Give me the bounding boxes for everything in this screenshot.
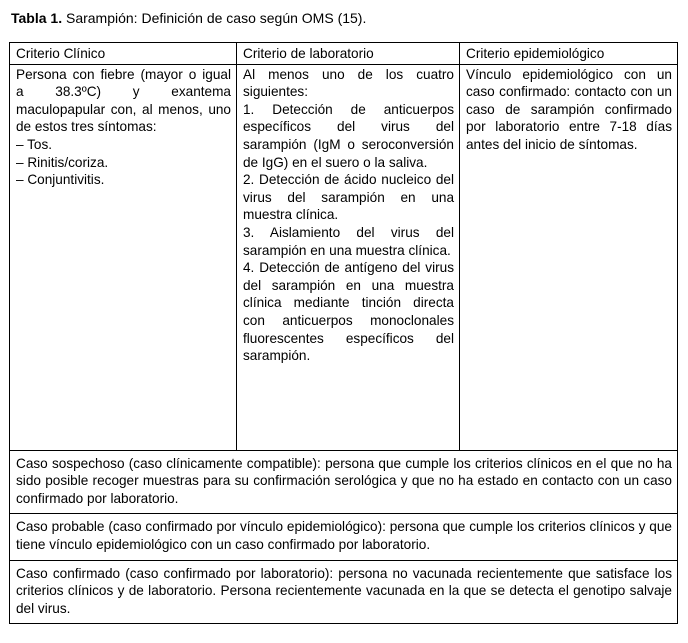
- epidemiological-text: Vínculo epidemiológico con un caso confirmado: contacto con un caso de sarampión confirmado por laboratorio entre 7-18 días antes del inicio de síntomas.: [466, 66, 672, 152]
- clinical-criteria-cell: [10, 64, 237, 450]
- probable-case-definition: Caso probable (caso confirmado por vínculo epidemiológico): persona que cumple los criterios clínicos y que tiene vínculo epidemiológico con un caso confirmado por laboratorio.: [10, 514, 678, 560]
- case-definition-table: [9, 42, 678, 624]
- table-caption: [11, 9, 366, 27]
- confirmed-case-definition: Caso confirmado (caso confirmado por laboratorio): persona no vacunada recientemente que satisface los criterios clínicos y de laboratorio. Persona recientemente vacunada en la que se detecta el genotipo salvaje del virus.: [10, 560, 678, 624]
- clinical-intro: Persona con fiebre (mayor o igual a 38.3ºC) y exantema maculopapular con, al menos, uno de estos tres síntomas:: [16, 66, 231, 135]
- laboratory-item-2: 2. Detección de ácido nucleico del virus del sarampión en una muestra clínica.: [243, 172, 454, 223]
- header-epidemiological: Criterio epidemiológico: [460, 43, 678, 65]
- suspected-case-definition: Caso sospechoso (caso clínicamente compatible): persona que cumple los criterios clínicos en el que no ha sido posible recoger muestras para su confirmación serológica y que no ha estado en contacto con un caso confirmado por laboratorio.: [10, 450, 678, 514]
- laboratory-criteria-cell: [237, 64, 460, 450]
- laboratory-item-1: 1. Detección de anticuerpos específicos del virus del sarampión (IgM o seroconversión de IgG) en el suero o la saliva.: [243, 101, 454, 170]
- laboratory-item-4: 4. Detección de antígeno del virus del sarampión en una muestra clínica mediante tinción directa con anticuerpos monoclonales fluorescentes específicos del sarampión.: [243, 260, 454, 364]
- confirmed-case-row: [10, 560, 678, 624]
- table-caption-text: Sarampión: Definición de caso según OMS (15).: [62, 10, 367, 26]
- probable-case-row: [10, 514, 678, 560]
- table-caption-label: Tabla 1.: [11, 10, 63, 26]
- header-clinical: Criterio Clínico: [10, 43, 237, 65]
- criteria-row: [10, 64, 678, 450]
- header-laboratory: Criterio de laboratorio: [237, 43, 460, 65]
- symptom-conjunctivitis: – Conjuntivitis.: [16, 172, 105, 188]
- symptom-cough: – Tos.: [16, 136, 53, 152]
- suspected-case-row: [10, 450, 678, 514]
- laboratory-intro: Al menos uno de los cuatro siguientes:: [243, 66, 454, 100]
- symptom-rhinitis: – Rinitis/coriza.: [16, 154, 109, 170]
- epidemiological-criteria-cell: [460, 64, 678, 450]
- laboratory-item-3: 3. Aislamiento del virus del sarampión en una muestra clínica.: [243, 224, 454, 258]
- header-row: [10, 43, 678, 65]
- case-definition-table-wrapper: [9, 42, 677, 624]
